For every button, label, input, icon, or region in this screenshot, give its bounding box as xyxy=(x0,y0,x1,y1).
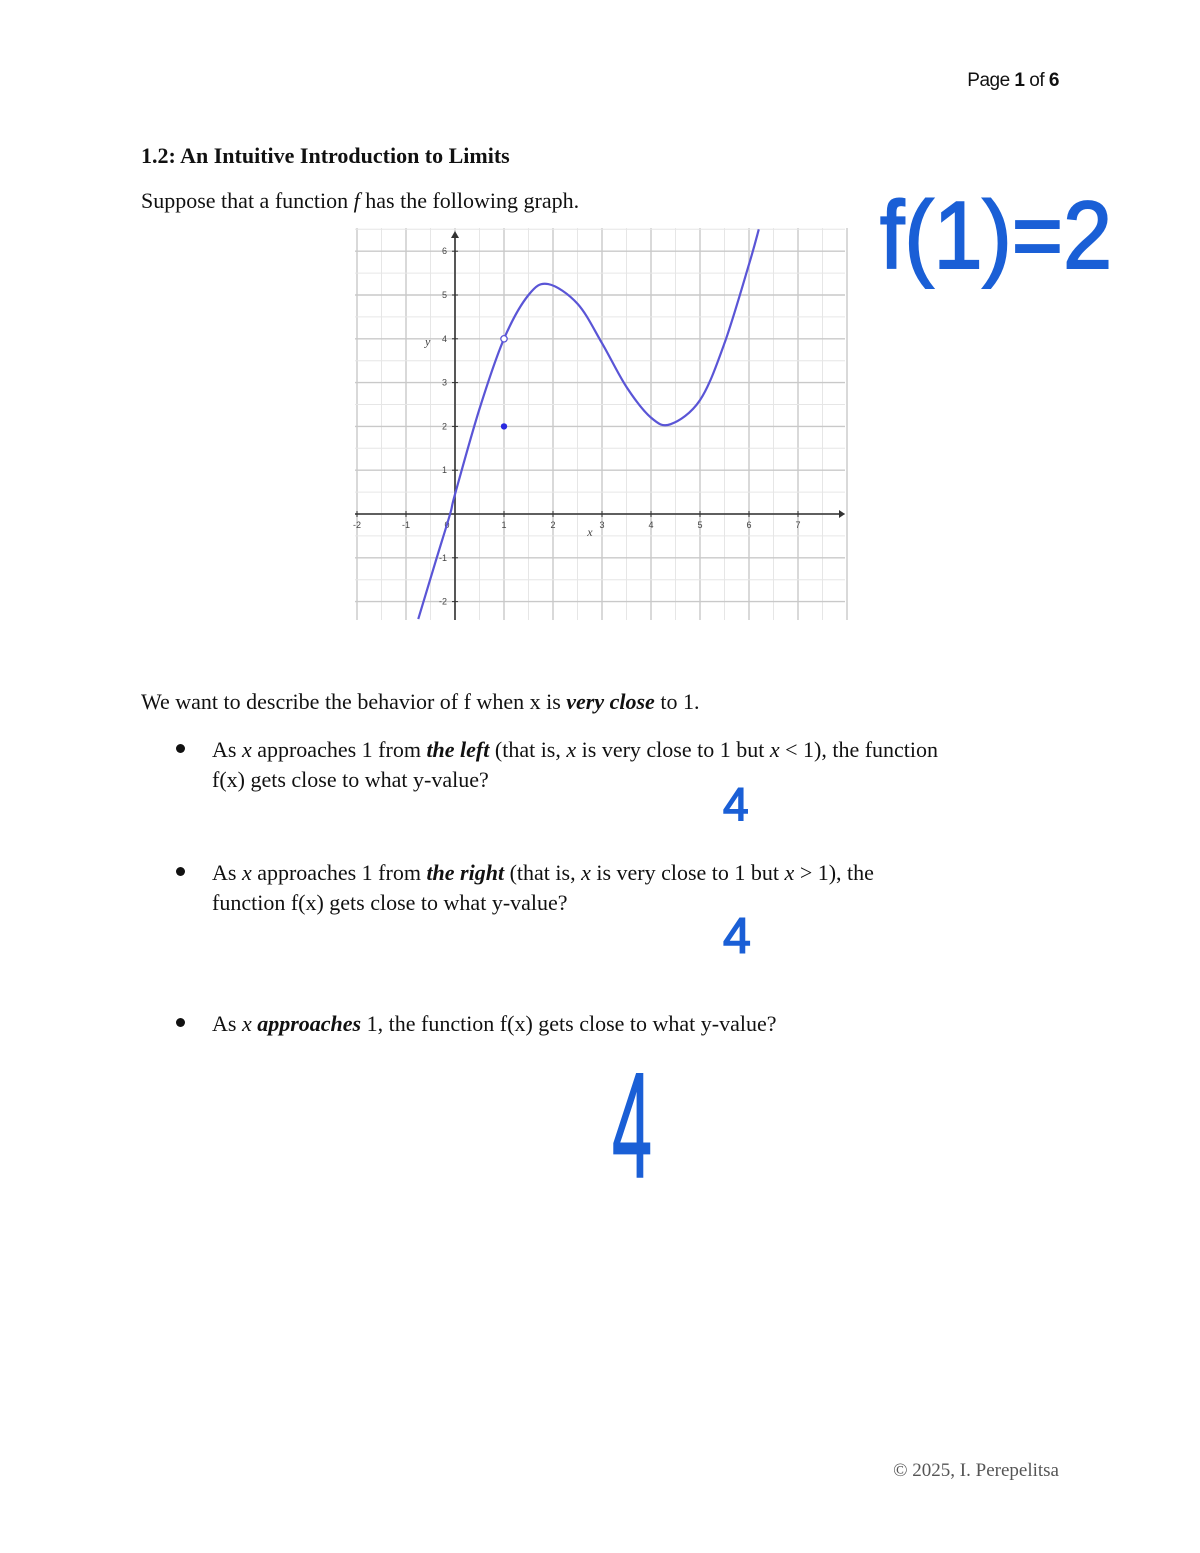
y-axis-label: y xyxy=(425,334,431,349)
y-tick-label: 3 xyxy=(441,377,447,388)
x-axis-arrow-icon xyxy=(839,510,845,518)
x-tick-label: 4 xyxy=(648,520,654,530)
y-tick-label: 1 xyxy=(441,465,447,476)
x-tick-label: 2 xyxy=(550,520,556,530)
bullet-icon xyxy=(176,744,185,753)
handwritten-answer-right: 4 xyxy=(723,908,751,964)
x-tick-label: 0 xyxy=(444,520,450,530)
handwritten-answer-limit: 4 xyxy=(612,1041,652,1209)
function-graph xyxy=(352,228,845,620)
handwritten-answer-left: 4 xyxy=(723,778,749,830)
x-axis-label: x xyxy=(587,525,593,539)
handwritten-f-of-1-equals-2: f(1)=2 xyxy=(880,182,1112,289)
section-title: 1.2: An Intuitive Introduction to Limits xyxy=(141,143,510,168)
y-tick-label: 6 xyxy=(441,246,447,257)
x-tick-label: 6 xyxy=(746,520,752,530)
y-tick-label: 4 xyxy=(441,333,447,344)
y-tick-label: -1 xyxy=(438,552,447,563)
x-tick-label: -2 xyxy=(352,520,362,530)
y-tick-label: -2 xyxy=(438,596,447,607)
description-paragraph: We want to describe the behavior of f when x is very close to 1. xyxy=(141,689,700,714)
x-tick-label: 1 xyxy=(501,520,507,530)
bullet-icon xyxy=(176,867,185,876)
copyright-footer: © 2025, I. Perepelitsa xyxy=(893,1460,1059,1481)
function-curve xyxy=(418,229,759,619)
bullet-icon xyxy=(176,1018,185,1027)
y-tick-label: 5 xyxy=(441,290,447,300)
page-number: Page 1 of 6 xyxy=(967,70,1059,91)
y-tick-label: 2 xyxy=(441,421,447,432)
open-point-marker xyxy=(501,336,507,342)
closed-point-marker xyxy=(501,423,507,429)
x-tick-label: -1 xyxy=(401,520,411,530)
x-tick-label: 5 xyxy=(697,520,703,530)
x-tick-label: 3 xyxy=(599,520,605,530)
x-tick-label: 7 xyxy=(795,520,801,530)
y-axis-arrow-icon xyxy=(451,231,459,238)
intro-text: Suppose that a function f has the following graph. xyxy=(141,188,580,213)
